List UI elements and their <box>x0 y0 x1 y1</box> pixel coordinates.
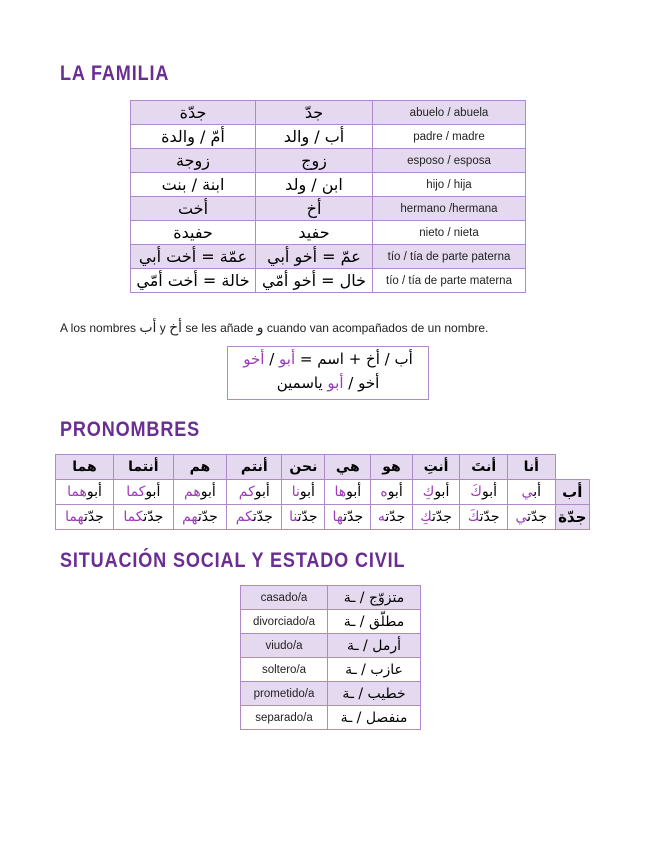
rule-text: ياسمين <box>276 374 328 392</box>
word-stem: أبو <box>86 484 102 500</box>
feminine-cell: أخت <box>131 197 256 221</box>
rule-highlight: أبو <box>279 350 296 368</box>
note-text: cuando van acompañados de un nombre. <box>263 321 489 335</box>
word-stem: جدّت <box>343 509 364 525</box>
pronoun-suffix: نا <box>289 509 298 525</box>
pronoun-suffix: ي <box>515 509 528 525</box>
note-text: y <box>156 321 170 335</box>
word-stem: جدّت <box>527 509 548 525</box>
pronoun-suffix: كِ <box>420 509 433 525</box>
pronoun-row <box>56 505 590 530</box>
word-stem: جدّت <box>297 509 318 525</box>
pronoun-suffix: نا <box>291 484 300 500</box>
empty-corner <box>555 455 590 480</box>
pronoun-header: هم <box>173 455 226 480</box>
feminine-cell: جدّة <box>131 101 256 125</box>
pronoun-suffix: ي <box>521 484 534 500</box>
pronoun-suffix: كما <box>126 484 146 500</box>
pronoun-suffix: كَ <box>467 509 480 525</box>
pronoun-suffix: ها <box>332 509 344 525</box>
family-row <box>131 221 526 245</box>
note-word: أب <box>139 320 157 336</box>
note-text: A los nombres <box>60 321 140 335</box>
rule-text: / <box>264 350 280 368</box>
arabic-cell: أرمل / ـة <box>328 634 421 658</box>
possessive-form <box>113 505 173 530</box>
word-stem: أبو <box>481 484 497 500</box>
word-stem: أبو <box>346 484 362 500</box>
masculine-cell: عمّ = أخو أبي <box>256 245 373 269</box>
heading-familia: LA FAMILIA <box>60 62 170 85</box>
family-table <box>130 100 526 293</box>
spanish-cell: nieto / nieta <box>373 221 526 245</box>
pronoun-header: أنتما <box>113 455 173 480</box>
word-stem: جدّت <box>479 509 500 525</box>
spanish-cell: tío / tía de parte materna <box>373 269 526 293</box>
family-row <box>131 245 526 269</box>
pronoun-header: أنا <box>508 455 555 480</box>
word-stem: أب <box>533 484 541 500</box>
spanish-cell: soltero/a <box>241 658 328 682</box>
feminine-cell: عمّة = أخت أبي <box>131 245 256 269</box>
arabic-cell: منفصل / ـة <box>328 706 421 730</box>
pronoun-suffix: ه <box>377 509 386 525</box>
heading-pronombres: PRONOMBRES <box>60 418 201 441</box>
civil-row <box>241 682 421 706</box>
note-word: و <box>256 320 264 336</box>
spanish-cell: hermano /hermana <box>373 197 526 221</box>
word-stem: جدّت <box>83 509 104 525</box>
arabic-cell: عازب / ـة <box>328 658 421 682</box>
word-stem: أبو <box>299 484 315 500</box>
spanish-cell: separado/a <box>241 706 328 730</box>
possessive-form <box>227 505 282 530</box>
pronoun-header: هو <box>371 455 412 480</box>
word-stem: جدّت <box>252 509 273 525</box>
arabic-cell: مطلّق / ـة <box>328 610 421 634</box>
heading-civil: SITUACIÓN SOCIAL Y ESTADO CIVIL <box>60 549 406 572</box>
pronouns-table <box>55 454 590 530</box>
possessive-form <box>371 480 412 505</box>
pronoun-suffix: كم <box>238 484 255 500</box>
spanish-cell: abuelo / abuela <box>373 101 526 125</box>
word-stem: أبو <box>200 484 216 500</box>
family-row <box>131 269 526 293</box>
rule-text: أب / أخ + اسم = <box>295 350 413 368</box>
pronoun-header-row <box>56 455 590 480</box>
spanish-cell: tío / tía de parte paterna <box>373 245 526 269</box>
possessive-form <box>56 480 114 505</box>
possessive-form <box>113 480 173 505</box>
pronoun-row <box>56 480 590 505</box>
pronoun-suffix: هم <box>182 509 198 525</box>
family-row <box>131 173 526 197</box>
possessive-form <box>371 505 412 530</box>
civil-row <box>241 658 421 682</box>
rule-highlight: أخو <box>243 350 265 368</box>
pronoun-suffix: ها <box>334 484 347 500</box>
pronoun-suffix: كَ <box>470 484 482 500</box>
word-stem: أبو <box>254 484 270 500</box>
possessive-form <box>173 480 226 505</box>
possessive-form <box>56 505 114 530</box>
civil-row <box>241 706 421 730</box>
pronoun-header: هما <box>56 455 114 480</box>
spanish-cell: hijo / hija <box>373 173 526 197</box>
pronoun-header: نحن <box>282 455 325 480</box>
family-row <box>131 125 526 149</box>
feminine-cell: خالة = أخت أمّي <box>131 269 256 293</box>
family-row <box>131 101 526 125</box>
masculine-cell: ابن / ولد <box>256 173 373 197</box>
word-stem: جدّت <box>143 509 164 525</box>
word-stem: أبو <box>387 484 403 500</box>
possessive-form <box>282 480 325 505</box>
possessive-form <box>227 480 282 505</box>
spanish-cell: casado/a <box>241 586 328 610</box>
pronoun-header: أنتَ <box>460 455 508 480</box>
possessive-form <box>460 505 508 530</box>
possessive-form <box>325 480 371 505</box>
family-row <box>131 149 526 173</box>
civil-row <box>241 586 421 610</box>
possessive-form <box>282 505 325 530</box>
word-stem: أبو <box>434 484 450 500</box>
pronoun-header: أنتِ <box>412 455 460 480</box>
arabic-cell: متزوّج / ـة <box>328 586 421 610</box>
feminine-cell: زوجة <box>131 149 256 173</box>
possessive-form <box>412 480 460 505</box>
spanish-cell: esposo / esposa <box>373 149 526 173</box>
civil-row <box>241 634 421 658</box>
masculine-cell: حفيد <box>256 221 373 245</box>
possessive-form <box>412 505 460 530</box>
possessive-form <box>460 480 508 505</box>
noun-label: أب <box>555 480 590 505</box>
word-stem: جدّت <box>385 509 406 525</box>
arabic-cell: خطيب / ـة <box>328 682 421 706</box>
family-row <box>131 197 526 221</box>
pronoun-suffix: كما <box>123 509 144 525</box>
rule-highlight: أبو <box>327 374 344 392</box>
noun-label: جدّة <box>555 505 590 530</box>
possessive-form <box>508 480 555 505</box>
spanish-cell: prometido/a <box>241 682 328 706</box>
possessive-form <box>508 505 555 530</box>
pronoun-suffix: كم <box>235 509 253 525</box>
pronoun-suffix: ه <box>380 484 388 500</box>
pronoun-suffix: كِ <box>422 484 435 500</box>
spanish-cell: divorciado/a <box>241 610 328 634</box>
word-stem: جدّت <box>432 509 452 525</box>
note-word: أخ <box>169 320 183 336</box>
feminine-cell: حفيدة <box>131 221 256 245</box>
rule-box <box>227 346 429 400</box>
masculine-cell: خال = أخو أمّي <box>256 269 373 293</box>
masculine-cell: أب / والد <box>256 125 373 149</box>
word-stem: جدّت <box>197 509 218 525</box>
rule-line-2 <box>228 371 428 395</box>
possessive-form <box>173 505 226 530</box>
pronoun-header: أنتم <box>227 455 282 480</box>
pronoun-suffix: هما <box>65 509 84 525</box>
masculine-cell: أخ <box>256 197 373 221</box>
civil-row <box>241 610 421 634</box>
note-text: se les añade <box>182 321 257 335</box>
possessive-note <box>60 320 488 336</box>
word-stem: أبو <box>145 484 161 500</box>
pronoun-suffix: هما <box>67 484 87 500</box>
rule-line-1 <box>228 347 428 371</box>
masculine-cell: زوج <box>256 149 373 173</box>
pronoun-suffix: هم <box>184 484 201 500</box>
feminine-cell: أمّ / والدة <box>131 125 256 149</box>
masculine-cell: جدّ <box>256 101 373 125</box>
possessive-form <box>325 505 371 530</box>
spanish-cell: padre / madre <box>373 125 526 149</box>
pronoun-header: هي <box>325 455 371 480</box>
civil-status-table <box>240 585 421 730</box>
spanish-cell: viudo/a <box>241 634 328 658</box>
rule-text: أخو / <box>343 374 380 392</box>
feminine-cell: ابنة / بنت <box>131 173 256 197</box>
